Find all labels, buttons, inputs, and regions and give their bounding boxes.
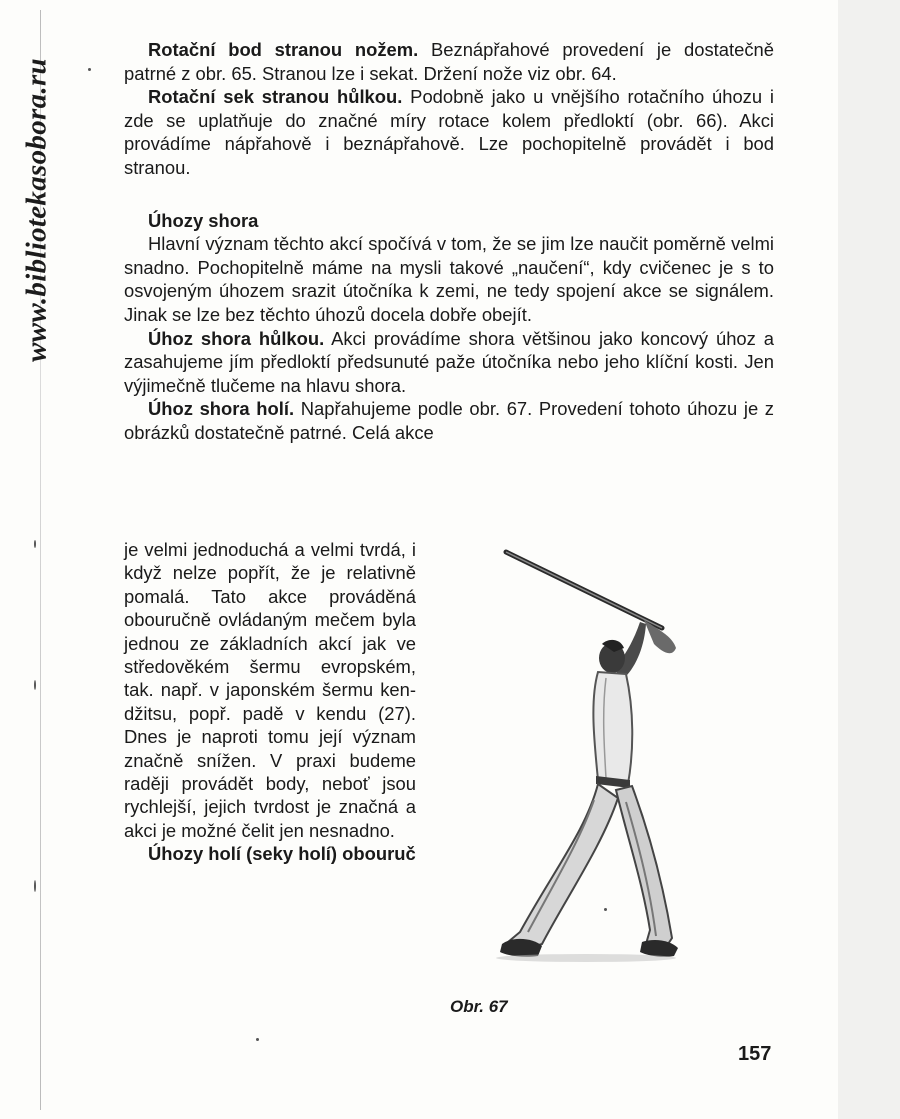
paragraph-hlavni-vyznam: Hlavní význam těchto akcí spočívá v tom, že se jim lze naučit poměrně velmi snadno. Pochopitelně máme na mysli takové „naučení“, kdy cvičenec je s to osvojeným úhozem srazit útočníka k zemi, ne tedy spojení akce se signálem. Jinak se lze bez těchto úhozů docela dobře obejít. bbox=[124, 233, 774, 325]
paragraph-uhozy-holi-title: Úhozy holí (seky holí) obouruč bbox=[148, 843, 416, 865]
paragraph-uhoz-hulkou bbox=[124, 327, 774, 398]
main-text bbox=[124, 38, 774, 445]
watermark-text: www.bibliotekasobora.ru bbox=[20, 58, 53, 362]
figure-caption: Obr. 67 bbox=[450, 997, 508, 1016]
paragraph-title: Rotační sek stranou hůlkou. bbox=[148, 86, 403, 108]
scan-speck bbox=[34, 680, 36, 690]
paragraph-body: Podobně jako u vnějšího rotačního úhozu i zde se uplatňuje do značné míry rotace kolem předloktí (obr. 66). Akci provádíme nápřahově i beznápřahově. Lze pochopitelně provádět i bod stranou. bbox=[124, 86, 774, 178]
paragraph-body: Akci provádíme shora většinou jako koncový úhoz a zasahujeme jím předloktí předsunuté paže útočníka nebo jeho klíční kosti. Jen výjimečně tlučeme na hlavu shora. bbox=[124, 327, 774, 396]
paragraph-uhoz-holi bbox=[124, 397, 774, 444]
paragraph-title: Úhoz shora holí. bbox=[148, 398, 295, 420]
watermark bbox=[8, 10, 66, 410]
page-number: 157 bbox=[738, 1043, 772, 1065]
paragraph-title: Rotační bod stranou nožem. bbox=[148, 39, 419, 60]
paragraph-body: Napřahujeme podle obr. 67. Provedení tohoto úhozu je z obrázků dostatečně patrné. Celá akce bbox=[124, 398, 774, 443]
paragraph-uhoz-holi-continued: je velmi jednoduchá a velmi tvrdá, i když nelze popřít, že je relativně pomalá. Tato akce prováděná obouručně ovládaným mečem byla jednou ze základních akcí jak ve středověkém šermu evropském, tak. např. v japonském šermu ken-džitsu, popř. padě v kendu (27). Dnes je naproti tomu její význam značně snížen. V praxi budeme raději provádět body, neboť jsou rychlejší, jejich tvrdost je značná a akci je možné čelit jen nesnadno. bbox=[124, 539, 416, 841]
fencer-with-staff-illustration bbox=[494, 540, 734, 980]
figure-illustration bbox=[494, 540, 734, 980]
paragraph-rotacni-bod bbox=[124, 38, 774, 85]
scan-speck bbox=[88, 68, 91, 71]
scan-speck bbox=[34, 880, 36, 892]
paragraph-rotacni-sek bbox=[124, 85, 774, 179]
paragraph-body: Beznápřahové provedení je dostatečně patrné z obr. 65. Stranou lze i sekat. Držení nože viz obr. 64. bbox=[124, 39, 774, 84]
page-edge-shadow bbox=[838, 0, 900, 1119]
section-heading: Úhozy shora bbox=[148, 209, 259, 231]
scan-speck bbox=[34, 540, 36, 548]
paragraph-title: Úhoz shora hůlkou. bbox=[148, 327, 325, 349]
scan-speck bbox=[256, 1038, 259, 1041]
scan-speck bbox=[604, 908, 607, 911]
wrapped-text-column bbox=[124, 538, 416, 866]
